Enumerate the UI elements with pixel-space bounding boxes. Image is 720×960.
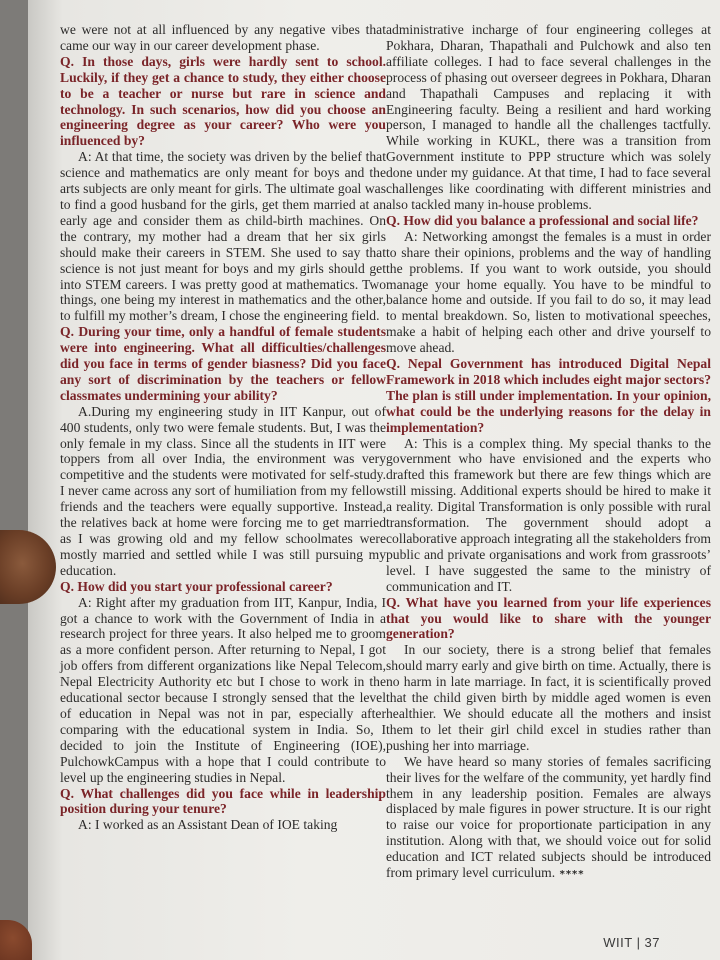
interview-paragraph: we were not at all influenced by any negative vibes that came our way in our career development phase. <box>60 22 386 53</box>
interview-paragraph: A: Networking amongst the females is a must in order to share their opinions, problems and the way of handling the problems. If you want to work outside, you should manage your home equally. You have to be mindful to balance home and outside. If you fail to do so, it may lead to mental breakdown. So, listen to motivational speeches, make a habit of helping each other and drive yourself to move ahead. <box>386 228 711 356</box>
page-number: 37 <box>644 935 660 950</box>
interview-question: Q. What have you learned from your life experiences that you would like to share with the younger generation? <box>386 594 711 642</box>
left-column <box>60 22 386 833</box>
interview-question: Q. How did you balance a professional and social life? <box>386 212 699 228</box>
interview-paragraph: A.During my engineering study in IIT Kanpur, out of 400 students, only two were female students. But, I was the only female in my class. Since all the students in IIT were toppers from all over India, the environment was very competitive and the students were motivated for self-study. I never came across any sort of humiliation from my fellow friends and the teachers were equally supportive. Instead, the relatives back at home were forcing me to get married as I was growing old and my fellow schoolmates were mostly married and settled while I was still pursuing my education. <box>60 403 386 578</box>
interview-paragraph: A: I worked as an Assistant Dean of IOE taking <box>78 817 338 833</box>
interview-question: Q. During your time, only a handful of female students were into engineering. What all difficulties/challenges did you face in terms of gender biasness? Did you face any sort of discrimination by the teachers or fellow classmates undermining your ability? <box>60 324 386 403</box>
interview-paragraph: We have heard so many stories of females sacrificing their lives for the welfare of the community, yet hardly find them in any leadership position. Females are always displaced by male figures in power structure. It is our right to raise our voice for proportionate participation in any institution. Along with that, we should voice out for solid education and ICT related subjects should be introduced from primary level curriculum. **** <box>386 753 711 881</box>
footer-brand: WIIT <box>603 935 633 950</box>
interview-question: Q. How did you start your professional career? <box>60 578 333 594</box>
magazine-page <box>28 0 720 960</box>
interview-question: Q. What challenges did you face while in leadership position during your tenure? <box>60 785 386 817</box>
interview-question: Q. Nepal Government has introduced Digital Nepal Framework in 2018 which includes eight major sectors? The plan is still under implementation. In your opinion, what could be the underlying reasons for the delay in implementation? <box>386 356 711 435</box>
interview-paragraph: A: At that time, the society was driven by the belief that science and mathematics are only meant for boys and the arts subjects are only meant for girls. The ultimate goal was to find a good husband for the girls, get them married at an early age and consider them as child-birth machines. On the contrary, my mother had a dream that her six girls should make their careers in STEM. She used to say that science is not just meant for boys and my girls should get into STEM careers. I was pretty good at mathematics. Two things, one being my interest in mathematics and the other, to fulfill my mother’s dream, I chose the engineering field. <box>60 149 386 324</box>
footer-separator: | <box>636 935 641 950</box>
interview-paragraph: In our society, there is a strong belief that females should marry early and give birth on time. Actually, there is no harm in late marriage. In fact, it is scientifically proved that the child given birth by middle aged women is even healthier. We should educate all the mothers and insist them to let their girl child excel in studies rather than pushing her into marriage. <box>386 642 711 753</box>
right-column <box>386 22 711 883</box>
end-mark: **** <box>555 869 585 881</box>
interview-paragraph: A: This is a complex thing. My special thanks to the government who have envisioned and the experts who drafted this framework but there are few things which are still missing. Additional experts should be hired to make it a reality. Digital Transformation is only possible with rural transformation. The government should adopt a collaborative approach integrating all the stakeholders from public and private organisations and work from grassroots’ level. I have suggested the same to the ministry of communication and IT. <box>386 435 711 594</box>
interview-question: Q. In those days, girls were hardly sent to school. Luckily, if they get a chance to study, they either choose to be a teacher or nurse but rare in science and technology. In such scenarios, how did you choose an engineering degree as your career? Who were you influenced by? <box>60 53 386 149</box>
page-footer <box>603 935 660 950</box>
interview-paragraph: administrative incharge of four engineering colleges at Pokhara, Dharan, Thapathali and Pulchowk and also ten affiliate colleges. I had to face several challenges in the process of phasing out overseer degrees in Pokhara, Dharan and Thapathali Campuses and replacing it with Engineering faculty. Being a resilient and hard working person, I managed to handle all the challenges tactfully. While working in KUKL, there was a transition from Government institute to PPP structure which was solely done under my guidance. At that time, I had to face several challenges like coordinating with different ministries and also tackled many in-house problems. <box>386 22 712 212</box>
interview-paragraph: A: Right after my graduation from IIT, Kanpur, India, I got a chance to work with the Government of India in a research project for three years. It also helped me to groom as a more confident person. After returning to Nepal, I got job offers from different organizations like Nepal Telecom, Nepal Electricity Authority etc but I chose to work in the educational sector because I strongly sensed that the level of education in Nepal was not in par, especially after comparing with the educational system in India. So, I decided to join the Institute of Engineering (IOE), PulchowkCampus with a hope that I could contribute to level up the engineering studies in Nepal. <box>60 594 386 785</box>
